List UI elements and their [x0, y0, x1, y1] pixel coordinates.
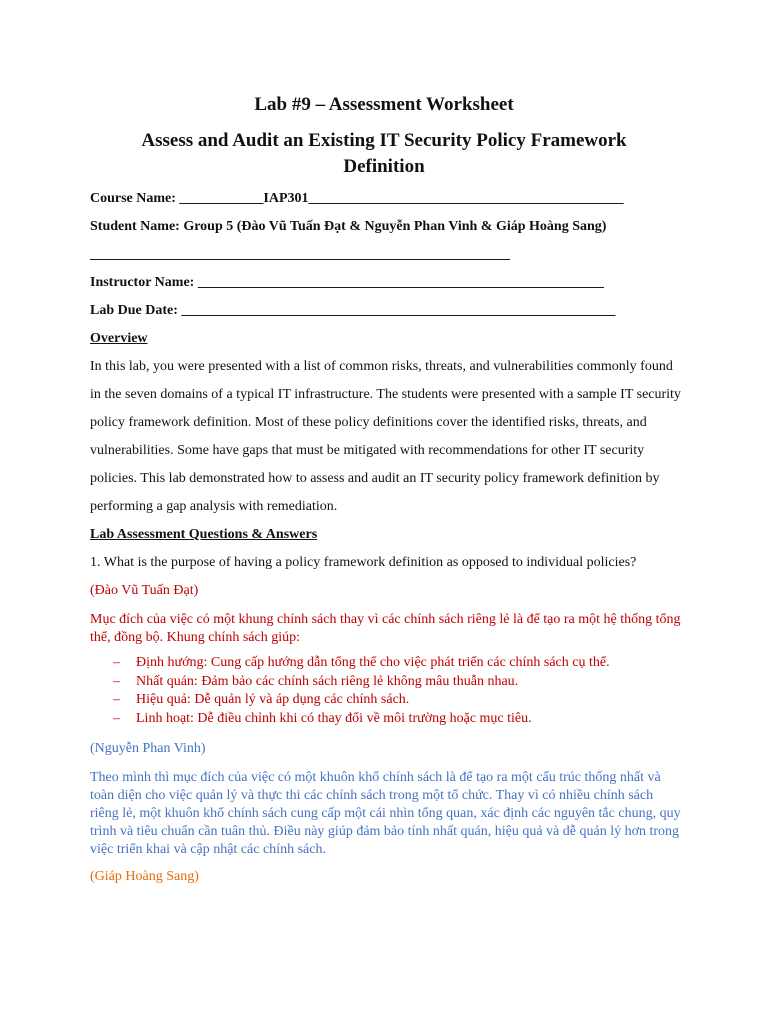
bullet-dash: – — [113, 692, 120, 707]
answer-text-vinh: Theo mình thì mục đích của việc có một khuôn khổ chính sách là để tạo ra một cấu trúc thống nhất và toàn diện cho việc quản lý và thực thi các chính sách trong một tổ chức. Thay vì có nhiều chính sách riêng lẻ, một khuôn khổ chính sách cung cấp một cái nhìn tổng quan, xác định các nguyên tắc chung, quy trình và tiêu chuẩn cần tuân thủ. Điều này giúp đảm bảo tính nhất quán, hiệu quả và dễ quản lý hơn trong việc triển khai và cập nhật các chính sách. — [90, 770, 681, 857]
question-1: 1. What is the purpose of having a policy framework definition as opposed to individual policies? — [90, 555, 637, 570]
answer-text-dat: Mục đích của việc có một khung chính sách thay vì các chính sách riêng lẻ là để tạo ra một hệ thống tổng thể, đồng bộ. Khung chính sách giúp: — [90, 612, 681, 645]
bullet-dash: – — [113, 655, 120, 670]
overview-line: vulnerabilities. Some have gaps that must be mitigated with recommendations for other IT security — [90, 443, 645, 458]
answer-bullets-dat — [113, 654, 610, 728]
list-item — [113, 691, 610, 710]
page-title: Lab #9 – Assessment Worksheet — [254, 94, 514, 115]
bullet-dash: – — [113, 710, 120, 726]
overview-line: policy framework definition. Most of these policy definitions cover the identified risks, threats, and — [90, 415, 647, 430]
list-item — [113, 673, 610, 692]
bullet-text: Nhất quán: Đảm bảo các chính sách riêng lẻ không mâu thuẫn nhau. — [136, 673, 519, 689]
answer-author-dat: (Đào Vũ Tuấn Đạt) — [90, 583, 199, 598]
page-subtitle-line1: Assess and Audit an Existing IT Security Policy Framework — [141, 130, 627, 151]
list-item — [113, 710, 610, 729]
student-name-field: Student Name: Group 5 (Đào Vũ Tuấn Đạt & Nguyễn Phan Vinh & Giáp Hoàng Sang) — [90, 219, 607, 234]
bullet-text: Hiệu quả: Dễ quản lý và áp dụng các chính sách. — [136, 692, 410, 707]
overview-line: policies. This lab demonstrated how to assess and audit an IT security policy framework definition by — [90, 471, 660, 486]
instructor-name-field: Instructor Name: __________________________________________________________ — [90, 275, 604, 290]
bullet-text: Định hướng: Cung cấp hướng dẫn tổng thể cho việc phát triển các chính sách cụ thể. — [136, 655, 610, 670]
assessment-questions-heading: Lab Assessment Questions & Answers — [90, 527, 318, 542]
answer-author-vinh: (Nguyễn Phan Vinh) — [90, 741, 206, 756]
lab-due-date-field: Lab Due Date: ______________________________________________________________ — [90, 303, 616, 318]
course-name-field: Course Name: ____________IAP301_____________________________________________ — [90, 191, 624, 206]
student-name-underline: ____________________________________________________________ — [90, 247, 510, 262]
bullet-text: Linh hoạt: Dễ điều chỉnh khi có thay đổi về môi trường hoặc mục tiêu. — [136, 710, 532, 726]
overview-heading: Overview — [90, 331, 148, 346]
page-subtitle-line2: Definition — [343, 156, 425, 177]
overview-line: in the seven domains of a typical IT infrastructure. The students were presented with a sample IT security — [90, 387, 681, 402]
answer-author-sang: (Giáp Hoàng Sang) — [90, 869, 199, 884]
overview-line: performing a gap analysis with remediation. — [90, 499, 338, 514]
overview-line: In this lab, you were presented with a list of common risks, threats, and vulnerabilities commonly found — [90, 359, 673, 374]
bullet-dash: – — [113, 673, 120, 689]
list-item — [113, 654, 610, 673]
